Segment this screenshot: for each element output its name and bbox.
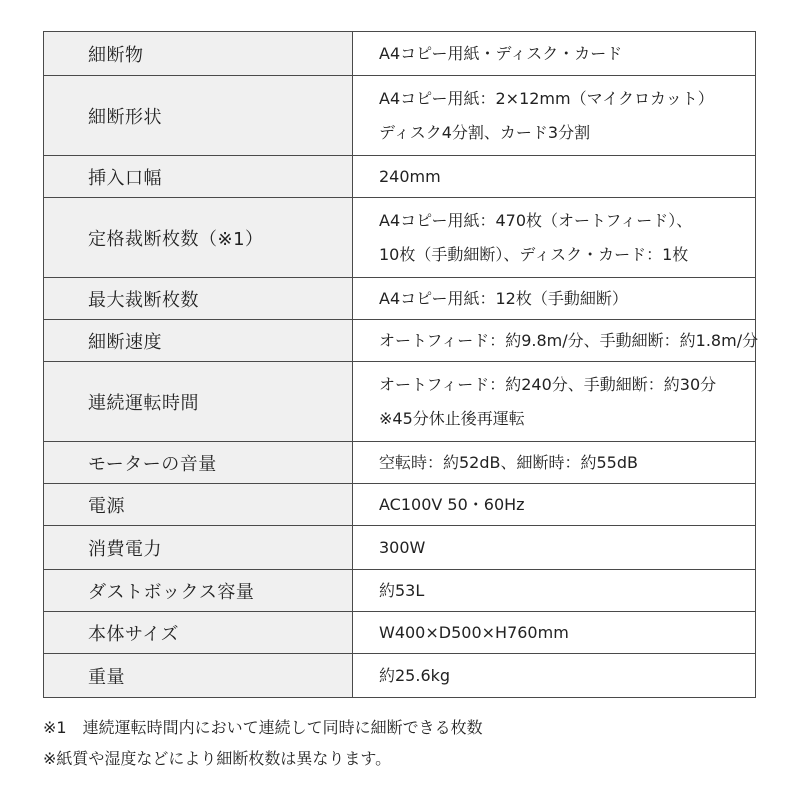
spec-value-line: 約25.6kg bbox=[379, 665, 451, 685]
spec-label: 挿入口幅 bbox=[44, 156, 353, 198]
spec-label: 連続運転時間 bbox=[44, 362, 353, 442]
spec-value-line: 約53L bbox=[379, 580, 425, 600]
spec-row bbox=[44, 76, 756, 156]
footnotes bbox=[43, 712, 483, 774]
spec-label: ダストボックス容量 bbox=[44, 570, 353, 612]
spec-value-line: A4コピー用紙：2×12mm（マイクロカット） bbox=[379, 88, 714, 108]
spec-value-line: オートフィード：約9.8m/分、手動細断：約1.8m/分 bbox=[379, 330, 759, 350]
spec-value bbox=[353, 526, 756, 570]
spec-row bbox=[44, 570, 756, 612]
spec-value-line: A4コピー用紙：470枚（オートフィード）、 bbox=[379, 210, 693, 230]
spec-row bbox=[44, 32, 756, 76]
spec-row bbox=[44, 654, 756, 698]
spec-row bbox=[44, 156, 756, 198]
spec-value-line: オートフィード：約240分、手動細断：約30分 bbox=[379, 374, 717, 394]
spec-value bbox=[353, 156, 756, 198]
spec-label: 細断形状 bbox=[44, 76, 353, 156]
spec-table bbox=[43, 31, 759, 698]
spec-value bbox=[353, 198, 756, 278]
footnote-1: ※1 連続運転時間内において連続して同時に細断できる枚数 bbox=[43, 718, 483, 737]
footnote-2: ※紙質や湿度などにより細断枚数は異なります。 bbox=[43, 749, 392, 768]
spec-value bbox=[353, 484, 756, 526]
spec-table-body bbox=[44, 32, 759, 698]
spec-label: 定格裁断枚数（※1） bbox=[44, 198, 353, 278]
spec-label: 消費電力 bbox=[44, 526, 353, 570]
spec-value-line: AC100V 50・60Hz bbox=[379, 494, 525, 514]
spec-value-line: 300W bbox=[379, 537, 426, 557]
spec-value-line: 空転時：約52dB、細断時：約55dB bbox=[379, 452, 638, 472]
spec-value-line: 240mm bbox=[379, 166, 441, 186]
spec-value bbox=[353, 320, 759, 362]
spec-label: モーターの音量 bbox=[44, 442, 353, 484]
spec-value-line: A4コピー用紙：12枚（手動細断） bbox=[379, 288, 628, 308]
spec-value-line: ディスク4分割、カード3分割 bbox=[379, 122, 591, 142]
spec-label: 最大裁断枚数 bbox=[44, 278, 353, 320]
spec-label: 細断物 bbox=[44, 32, 353, 76]
spec-value-line: W400×D500×H760mm bbox=[379, 622, 569, 642]
spec-value-line: A4コピー用紙・ディスク・カード bbox=[379, 43, 623, 63]
spec-row bbox=[44, 442, 756, 484]
spec-row bbox=[44, 484, 756, 526]
spec-row bbox=[44, 320, 756, 362]
spec-value bbox=[353, 442, 756, 484]
spec-row bbox=[44, 278, 756, 320]
spec-value bbox=[353, 278, 756, 320]
spec-label: 電源 bbox=[44, 484, 353, 526]
spec-value bbox=[353, 612, 756, 654]
spec-label: 細断速度 bbox=[44, 320, 353, 362]
spec-row bbox=[44, 526, 756, 570]
spec-value bbox=[353, 570, 756, 612]
spec-row bbox=[44, 198, 756, 278]
spec-row bbox=[44, 612, 756, 654]
spec-value-line: ※45分休止後再運転 bbox=[379, 408, 525, 428]
spec-value bbox=[353, 362, 756, 442]
spec-label: 重量 bbox=[44, 654, 353, 698]
spec-value bbox=[353, 32, 756, 76]
spec-label: 本体サイズ bbox=[44, 612, 353, 654]
spec-value bbox=[353, 76, 756, 156]
spec-value-line: 10枚（手動細断）、ディスク・カード：1枚 bbox=[379, 244, 689, 264]
spec-value bbox=[353, 654, 756, 698]
spec-row bbox=[44, 362, 756, 442]
